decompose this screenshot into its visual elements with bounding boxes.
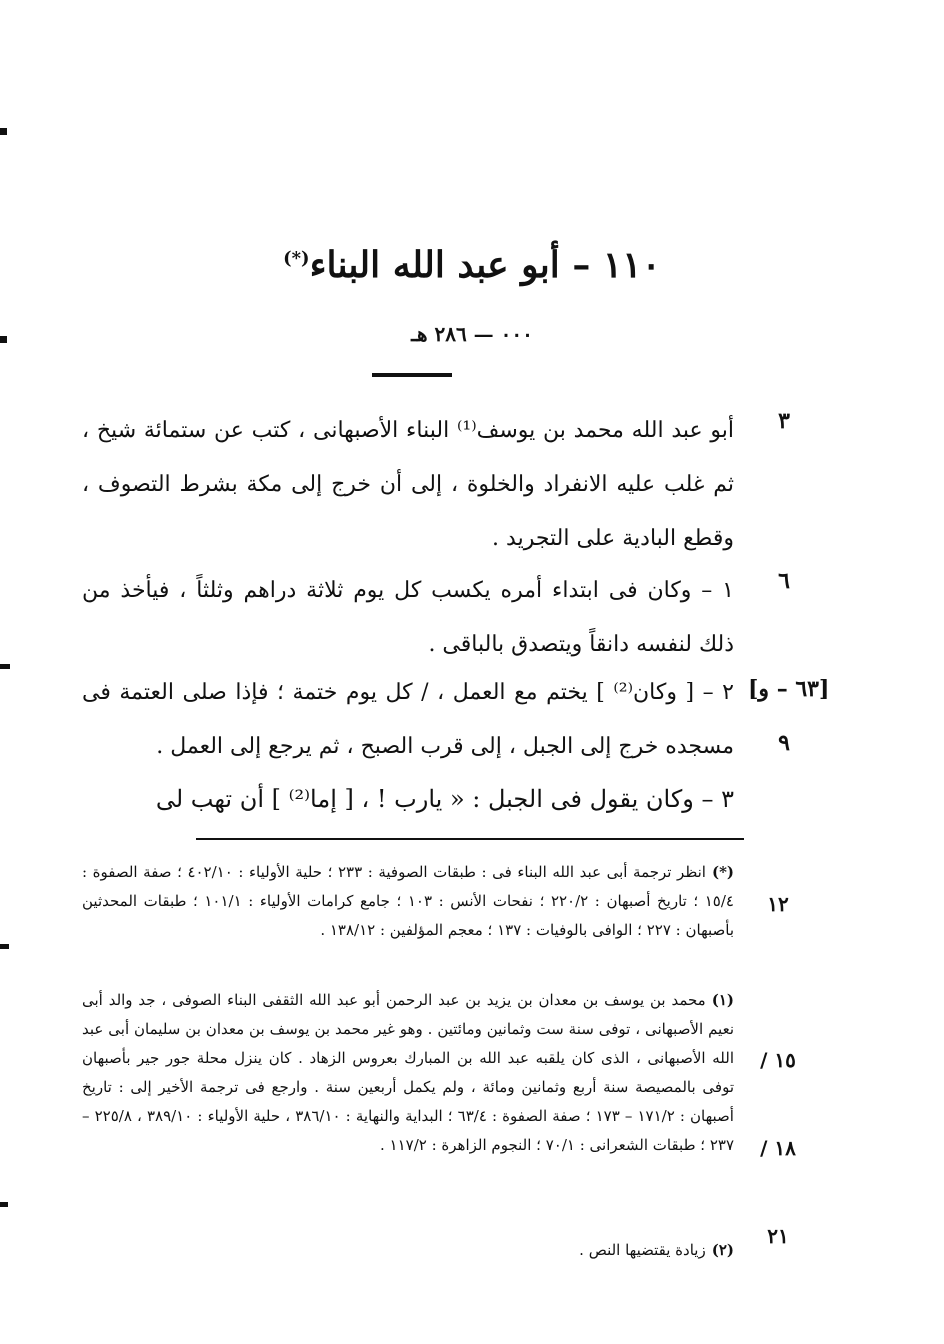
footnote-mark: (١) xyxy=(711,991,734,1009)
paragraph-2: ١ – وكان فى ابتداء أمره يكسب كل يوم ثلاثة دراهم وثلثاً ، فيأخذ من ذلك لنفسه دانقاً ويتصدق بالباقى . xyxy=(82,578,734,657)
line-number: ٦ xyxy=(778,568,790,594)
line-number: ١٢ xyxy=(767,892,789,916)
title-divider xyxy=(372,373,452,377)
footnote-text: زيادة يقتضيها النص . xyxy=(579,1241,706,1259)
paragraph-4: ٣ – وكان يقول فى الجبل : « يارب ! ، [ إما⁽²⁾ ] أن تهب لى xyxy=(155,785,734,813)
line-number: ١٥ / ١٨ / ٢١ xyxy=(760,1048,796,1248)
chapter-title-text: ١١٠ – أبو عبد الله البناء xyxy=(309,244,661,286)
folio-reference: [٦٣ – و] xyxy=(748,676,830,702)
footnote-1 xyxy=(82,986,734,1160)
footnote-text: محمد بن يوسف بن معدان بن يزيد بن عبد الرحمن أبو عبد الله الثقفى البناء الصوفى ، جد والد أبى نعيم الأصبهانى ، توفى سنة ست وثمانين ومائتين . وهو غير محمد بن يوسف بن معدان بن سليمان أبى عبد الله الأصبهانى ، الذى كان يلقبه عبد الله بن المبارك بعروس الزهاد . كان ينزل محلة جور جير بأصبهان توفى بالمصيصة سنة أربع وثمانين ومائة ، ولم يكمل أربعين سنة . وارجع فى ترجمة الأخير إلى : تاريخ أصبهان : ١٧١/٢ – ١٧٣ ؛ صفة الصفوة : ٦٣/٤ ؛ البداية والنهاية : ٣٨٦/١٠ ، حلية الأولياء : ٣٨٩/١٠ ، ٢٢٥/٨ – ٢٣٧ ؛ طبقات الشعرانى : ٧٠/١ ؛ النجوم الزاهرة : ١١٧/٢ . xyxy=(82,991,734,1154)
footnote-star xyxy=(82,858,734,945)
footnote-text: انظر ترجمة أبى عبد الله البناء فى : طبقات الصوفية : ٢٣٣ ؛ حلية الأولياء : ٤٠٢/١٠ ؛ صفة الصفوة : ١٥/٤ ؛ تاريخ أصبهان : ٢٢٠/٢ ؛ نفحات الأنس : ١٠٣ ؛ جامع كرامات الأولياء : ١٠١/١ ؛ طبقات المحدثين بأصبهان : ٢٢٧ ؛ الوافى بالوفيات : ١٣٧ ؛ معجم المؤلفين : ١٣٨/١٢ . xyxy=(82,863,734,939)
footnote-2 xyxy=(82,1236,734,1265)
paragraph-3: ٢ – [ وكان⁽²⁾ ] يختم مع العمل ، / كل يوم ختمة ؛ فإذا صلى العتمة فى مسجده خرج إلى الجبل ، إلى قرب الصبح ، ثم يرجع إلى العمل . xyxy=(82,680,734,759)
paragraph-1: أبو عبد الله محمد بن يوسف⁽¹⁾ البناء الأصبهانى ، كتب عن ستمائة شيخ ، ثم غلب عليه الانفراد والخلوة ، إلى أن خرج إلى مكة بشرط التصوف ، وقطع البادية على التجريد . xyxy=(82,418,734,551)
chapter-title xyxy=(0,244,944,286)
footnote-mark: (*) xyxy=(711,863,735,881)
footnote-mark: (٢) xyxy=(711,1241,734,1259)
line-number: ٩ xyxy=(778,730,790,756)
title-footnote-mark: (*) xyxy=(283,248,310,269)
footnote-divider xyxy=(196,838,744,840)
line-number: ٣ xyxy=(778,408,790,434)
dates-line: ٠٠٠ — ٢٨٦ هـ xyxy=(411,322,533,346)
